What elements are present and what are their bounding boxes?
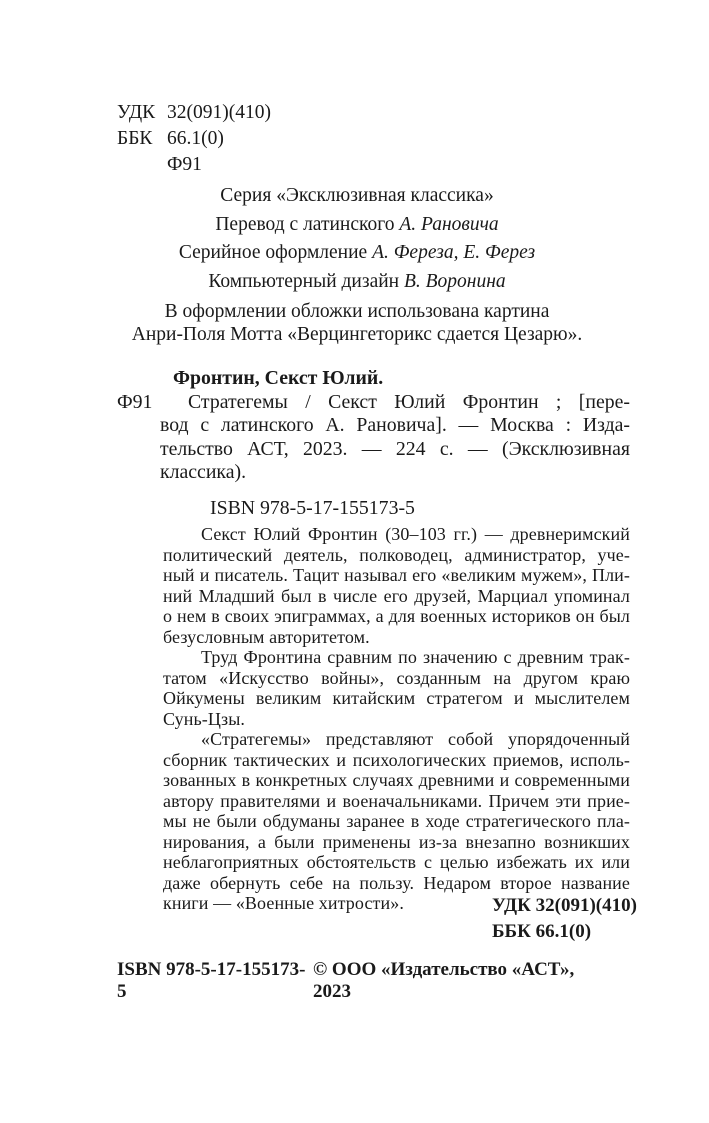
cover-art-note-line2: Анри-Поля Мотта «Верцингеторикс сдается Цезарю».	[131, 324, 583, 345]
computer-design-prefix: Компьютерный дизайн	[208, 270, 404, 292]
isbn-line: ISBN 978-5-17-155173-5	[210, 497, 415, 519]
udk-label: УДК	[117, 102, 156, 123]
computer-design-credit	[107, 268, 607, 297]
bbk-value: 66.1(0)	[167, 128, 224, 149]
annotation-line: зованных в конкретных случаях древними и современными	[163, 770, 630, 790]
annotation-line: политический деятель, полководец, администратор, уче-	[163, 544, 630, 565]
bib-line: вод с латинского А. Рановича]. — Москва : Изда-	[160, 414, 630, 436]
cover-art-note	[107, 300, 607, 346]
annotation-line: безусловным авторитетом.	[163, 626, 370, 647]
annotation-line: нирования, а были применены из-за внезапно возникших	[163, 831, 630, 852]
annotation-block	[163, 524, 630, 914]
annotation-line: ный и писатель. Тацит называл его «великим мужем», Пли-	[163, 565, 630, 585]
annotation-line: «Стратегемы» представляют собой упорядоченный	[201, 729, 630, 749]
author-code: Ф91	[167, 154, 202, 175]
bib-author-heading: Фронтин, Секст Юлий.	[173, 367, 384, 389]
footer-line	[117, 959, 614, 1003]
bibliographic-record	[117, 367, 630, 485]
footer-isbn: ISBN 978-5-17-155173-5	[117, 959, 306, 1002]
bbk-label: ББК	[117, 128, 153, 149]
series-credits-block	[107, 182, 607, 346]
footer-bbk: ББК 66.1(0)	[492, 920, 592, 942]
translation-credit	[107, 211, 607, 240]
translator-name: А. Рановича	[399, 213, 499, 235]
annotation-line: Сунь-Цзы.	[163, 708, 245, 729]
bbk-row	[117, 126, 271, 152]
series-title: Серия «Эксклюзивная классика»	[220, 185, 494, 206]
annotation-line: о нем в своих эпиграммах, а для военных историков он был	[163, 606, 630, 626]
annotation-line: Секст Юлий Фронтин (30–103 гг.) — древнеримский	[201, 524, 630, 544]
annotation-line: автору правителями и военачальниками. Причем эти прие-	[163, 790, 630, 811]
series-designer-names: А. Фереза, Е. Ферез	[372, 242, 536, 263]
udk-value: 32(091)(410)	[167, 102, 271, 123]
annotation-line: мы не были обдуманы заранее в ходе стратегического пла-	[163, 811, 630, 831]
footer-udk: УДК 32(091)(410)	[492, 895, 637, 916]
cover-art-note-line1: В оформлении обложки использована картина	[164, 301, 550, 322]
series-design-credit	[107, 239, 607, 268]
annotation-line: книги — «Военные хитрости».	[163, 893, 404, 913]
computer-designer-name: В. Воронина	[403, 270, 506, 292]
annotation-line: даже обернуть себе на пользу. Недаром второе название	[163, 872, 630, 893]
footer-copyright: © ООО «Издательство «АСТ», 2023	[312, 959, 575, 1002]
annotation-line: татом «Искусство войны», созданным на другом краю	[163, 667, 630, 688]
annotation-line: Ойкумены великим китайским стратегом и мыслителем	[163, 688, 630, 708]
annotation-line: ний Младший был в числе его друзей, Марциал упоминал	[163, 585, 630, 606]
bib-line: тельство АСТ, 2023. — 224 с. — (Эксклюзивная	[160, 437, 630, 460]
annotation-line: сборник тактических и психологических приемов, исполь-	[163, 749, 630, 770]
annotation-line: Труд Фронтина сравним по значению с древним трак-	[201, 647, 630, 667]
translation-credit-prefix: Перевод с латинского	[215, 213, 400, 235]
annotation-line: неблагоприятных обстоятельств с целью избежать их или	[163, 852, 630, 872]
bib-author-code: Ф91	[117, 390, 153, 413]
footer-classification-codes	[492, 893, 637, 944]
udk-row	[117, 100, 271, 126]
classification-block	[117, 100, 271, 178]
bib-line: Стратегемы / Секст Юлий Фронтин ; [пере-	[188, 390, 630, 413]
series-design-prefix: Серийное оформление	[178, 242, 373, 263]
bib-line: классика).	[160, 461, 247, 483]
